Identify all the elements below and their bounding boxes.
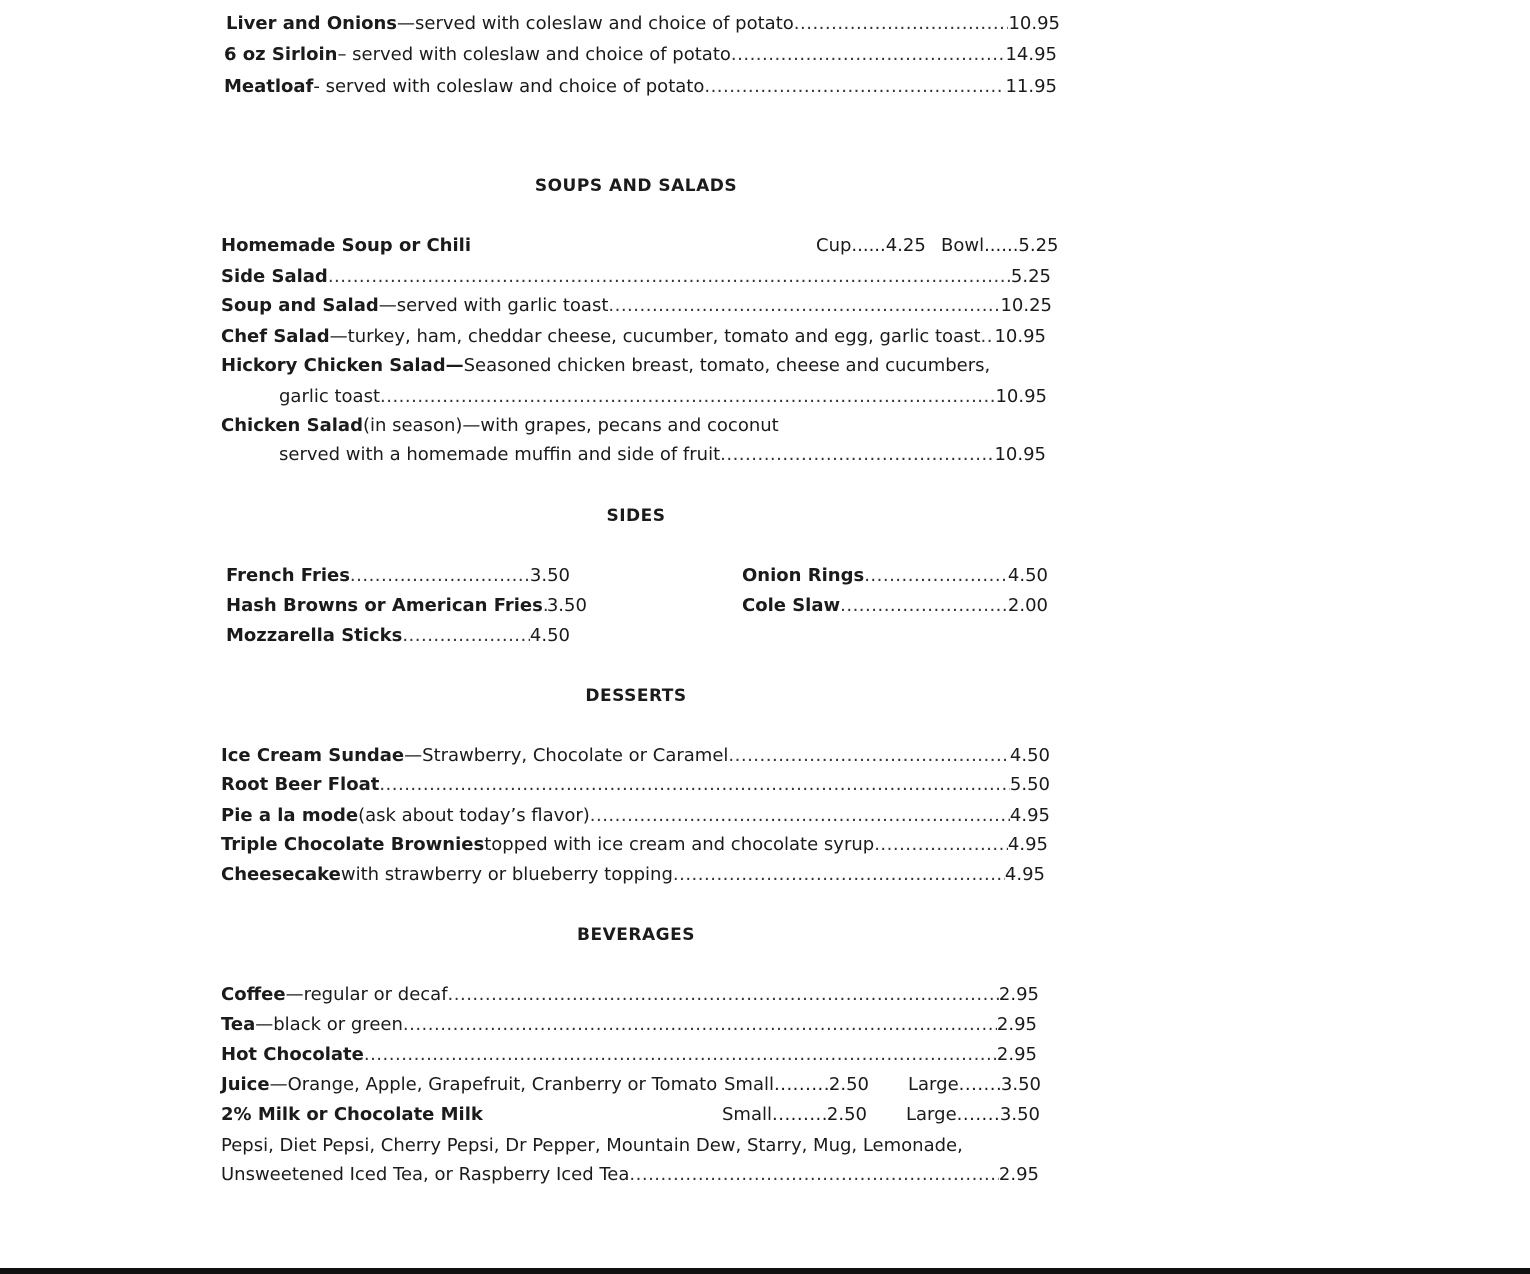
item-price: 4.50 [1007,565,1048,586]
size-price: 2.50 [826,1104,867,1125]
leader-dots [402,624,530,648]
item-name: 2% Milk or Chocolate Milk [221,1104,483,1125]
leader-dots [380,385,995,409]
menu-item-liver-and-onions [226,12,1060,36]
item-name: Homemade Soup or Chili [221,235,471,256]
item-name: Tea [221,1014,256,1035]
leader-dots [350,564,530,588]
leader-dots [704,75,1005,99]
beverage-item-coffee [221,983,1039,1007]
item-name: Triple Chocolate Brownies [221,834,485,855]
item-name: Hash Browns or American Fries [226,595,543,616]
item-name: Pie a la mode [221,805,359,826]
item-desc: topped with ice cream and chocolate syrup [484,834,875,855]
size-price: 3.50 [999,1104,1040,1125]
item-price: 3.50 [529,565,570,586]
item-name: French Fries [226,565,350,586]
item-desc: served with a homemade muffin and side of fruit [279,444,721,465]
leader-dots [957,1103,1000,1127]
soup-bowl-price [941,234,1059,258]
item-desc: (in season)—with grapes, pecans and coconut [362,415,779,436]
page-bottom-edge [0,1268,1530,1274]
milk-large-price [906,1103,1040,1127]
item-price: 2.95 [998,1164,1039,1185]
size-label: Large [908,1074,959,1095]
leader-dots [981,325,995,349]
cup-price: 4.25 [885,235,926,256]
item-name: Meatloaf [224,76,314,97]
item-desc: —Orange, Apple, Grapefruit, Cranberry or Tomato [269,1074,718,1095]
dessert-item-root-beer-float [221,773,1050,797]
leader-dots [840,594,1008,618]
leader-dots [608,294,1000,318]
leader-dots [720,443,994,467]
item-desc: —regular or decaf [285,984,448,1005]
item-price: 4.50 [1009,745,1050,766]
item-desc: Seasoned chicken breast, tomato, cheese and cucumbers, [463,355,991,376]
beverage-item-tea [221,1013,1037,1037]
item-price: 2.00 [1007,595,1048,616]
item-name: Root Beer Float [221,774,380,795]
juice-large-price [908,1073,1041,1097]
item-name: Onion Rings [742,565,865,586]
item-name: Cole Slaw [742,595,841,616]
item-name: Coffee [221,984,286,1005]
item-price: 10.95 [995,386,1047,407]
side-item-hash-browns [226,594,587,618]
item-price: 4.95 [1004,864,1045,885]
item-price: 3.50 [546,595,587,616]
item-name: Juice [221,1074,270,1095]
item-desc: —turkey, ham, cheddar cheese, cucumber, tomato and egg, garlic toast [329,326,981,347]
item-price: 5.25 [1010,266,1051,287]
leader-dots [731,43,1006,67]
milk-small-price [722,1103,867,1127]
item-price: 2.95 [998,984,1039,1005]
leader-dots [448,983,999,1007]
leader-dots [379,773,1010,797]
beverage-sodas-line2 [221,1163,1039,1187]
item-price: 4.95 [1009,805,1050,826]
dessert-item-pie-a-la-mode [221,804,1050,828]
item-price: 10.25 [1000,295,1052,316]
dessert-item-triple-chocolate-brownies [221,833,1048,857]
dessert-item-ice-cream-sundae [221,744,1050,768]
size-price: 3.50 [1000,1074,1041,1095]
item-desc: - served with coleslaw and choice of potato [313,76,705,97]
item-price: 14.95 [1005,44,1057,65]
section-heading-desserts: DESSERTS [585,686,687,706]
item-desc: (ask about today’s flavor) [358,805,590,826]
item-price: 11.95 [1005,76,1057,97]
item-name: Side Salad [221,266,328,287]
beverage-item-juice [221,1073,721,1097]
section-heading-beverages: BEVERAGES [577,925,695,945]
menu-item-chicken-salad [221,414,1051,438]
section-heading-soups-salads: SOUPS AND SALADS [534,176,738,196]
beverage-item-hot-chocolate [221,1043,1037,1067]
item-name: Cheesecake [221,864,341,885]
menu-item-chicken-salad-cont [279,443,1046,467]
menu-item-chef-salad [221,325,1046,349]
leader-dots [673,863,1005,887]
item-price: 5.50 [1009,774,1050,795]
soup-cup-price [816,234,926,258]
menu-item-hickory-chicken-salad-cont [279,385,1047,409]
juice-small-price [724,1073,869,1097]
item-desc: —served with coleslaw and choice of potato [397,13,794,34]
item-name: Ice Cream Sundae [221,745,405,766]
menu-item-sirloin [224,43,1057,67]
item-desc: with strawberry or blueberry topping [340,864,673,885]
item-price: 10.95 [1008,13,1060,34]
leader-dots [728,744,1010,768]
menu-item-hickory-chicken-salad [221,354,1051,378]
leader-dots [864,564,1008,588]
menu-item-side-salad [221,265,1051,289]
leader-dots [590,804,1010,828]
side-item-onion-rings [742,564,1048,588]
item-desc: —served with garlic toast [378,295,609,316]
beverage-item-milk [221,1103,711,1127]
item-desc: garlic toast [279,386,381,407]
item-desc: —Strawberry, Chocolate or Caramel [404,745,729,766]
item-price: 10.95 [994,444,1046,465]
item-name: Hot Chocolate [221,1044,364,1065]
leader-dots [874,833,1008,857]
leader-dots [772,1103,827,1127]
leader-dots [959,1073,1001,1097]
menu-item-soup-and-salad [221,294,1052,318]
size-label: Small [724,1074,774,1095]
item-price: 4.50 [529,625,570,646]
item-name: Hickory Chicken Salad— [221,355,464,376]
size-price: 2.50 [828,1074,869,1095]
side-item-french-fries [226,564,570,588]
bowl-price: 5.25 [1018,235,1059,256]
leader-dots [774,1073,829,1097]
item-desc: —black or green [255,1014,403,1035]
item-price: 2.95 [996,1044,1037,1065]
dessert-item-cheesecake [221,863,1045,887]
side-item-cole-slaw [742,594,1048,618]
size-label: Small [722,1104,772,1125]
item-price: 4.95 [1007,834,1048,855]
menu-item-meatloaf [224,75,1057,99]
leader-dots [794,12,1009,36]
leader-dots [328,265,1011,289]
item-desc: Unsweetened Iced Tea, or Raspberry Iced Tea [221,1164,630,1185]
menu-item-soup-or-chili [221,234,1051,258]
item-name: Chicken Salad [221,415,363,436]
item-name: 6 oz Sirloin [224,44,338,65]
bowl-label: Bowl...... [941,235,1019,256]
item-name: Mozzarella Sticks [226,625,403,646]
size-label: Large [906,1104,957,1125]
item-name: Chef Salad [221,326,330,347]
leader-dots [364,1043,997,1067]
leader-dots [629,1163,999,1187]
item-price: 2.95 [996,1014,1037,1035]
side-item-mozzarella-sticks [226,624,570,648]
beverage-sodas-line1: Pepsi, Diet Pepsi, Cherry Pepsi, Dr Pepper, Mountain Dew, Starry, Mug, Lemonade, [221,1135,963,1156]
item-name: Soup and Salad [221,295,379,316]
item-desc: – served with coleslaw and choice of potato [337,44,731,65]
item-price: 10.95 [994,326,1046,347]
item-name: Liver and Onions [226,13,398,34]
section-heading-sides: SIDES [606,506,666,526]
cup-label: Cup...... [816,235,886,256]
leader-dots [403,1013,997,1037]
